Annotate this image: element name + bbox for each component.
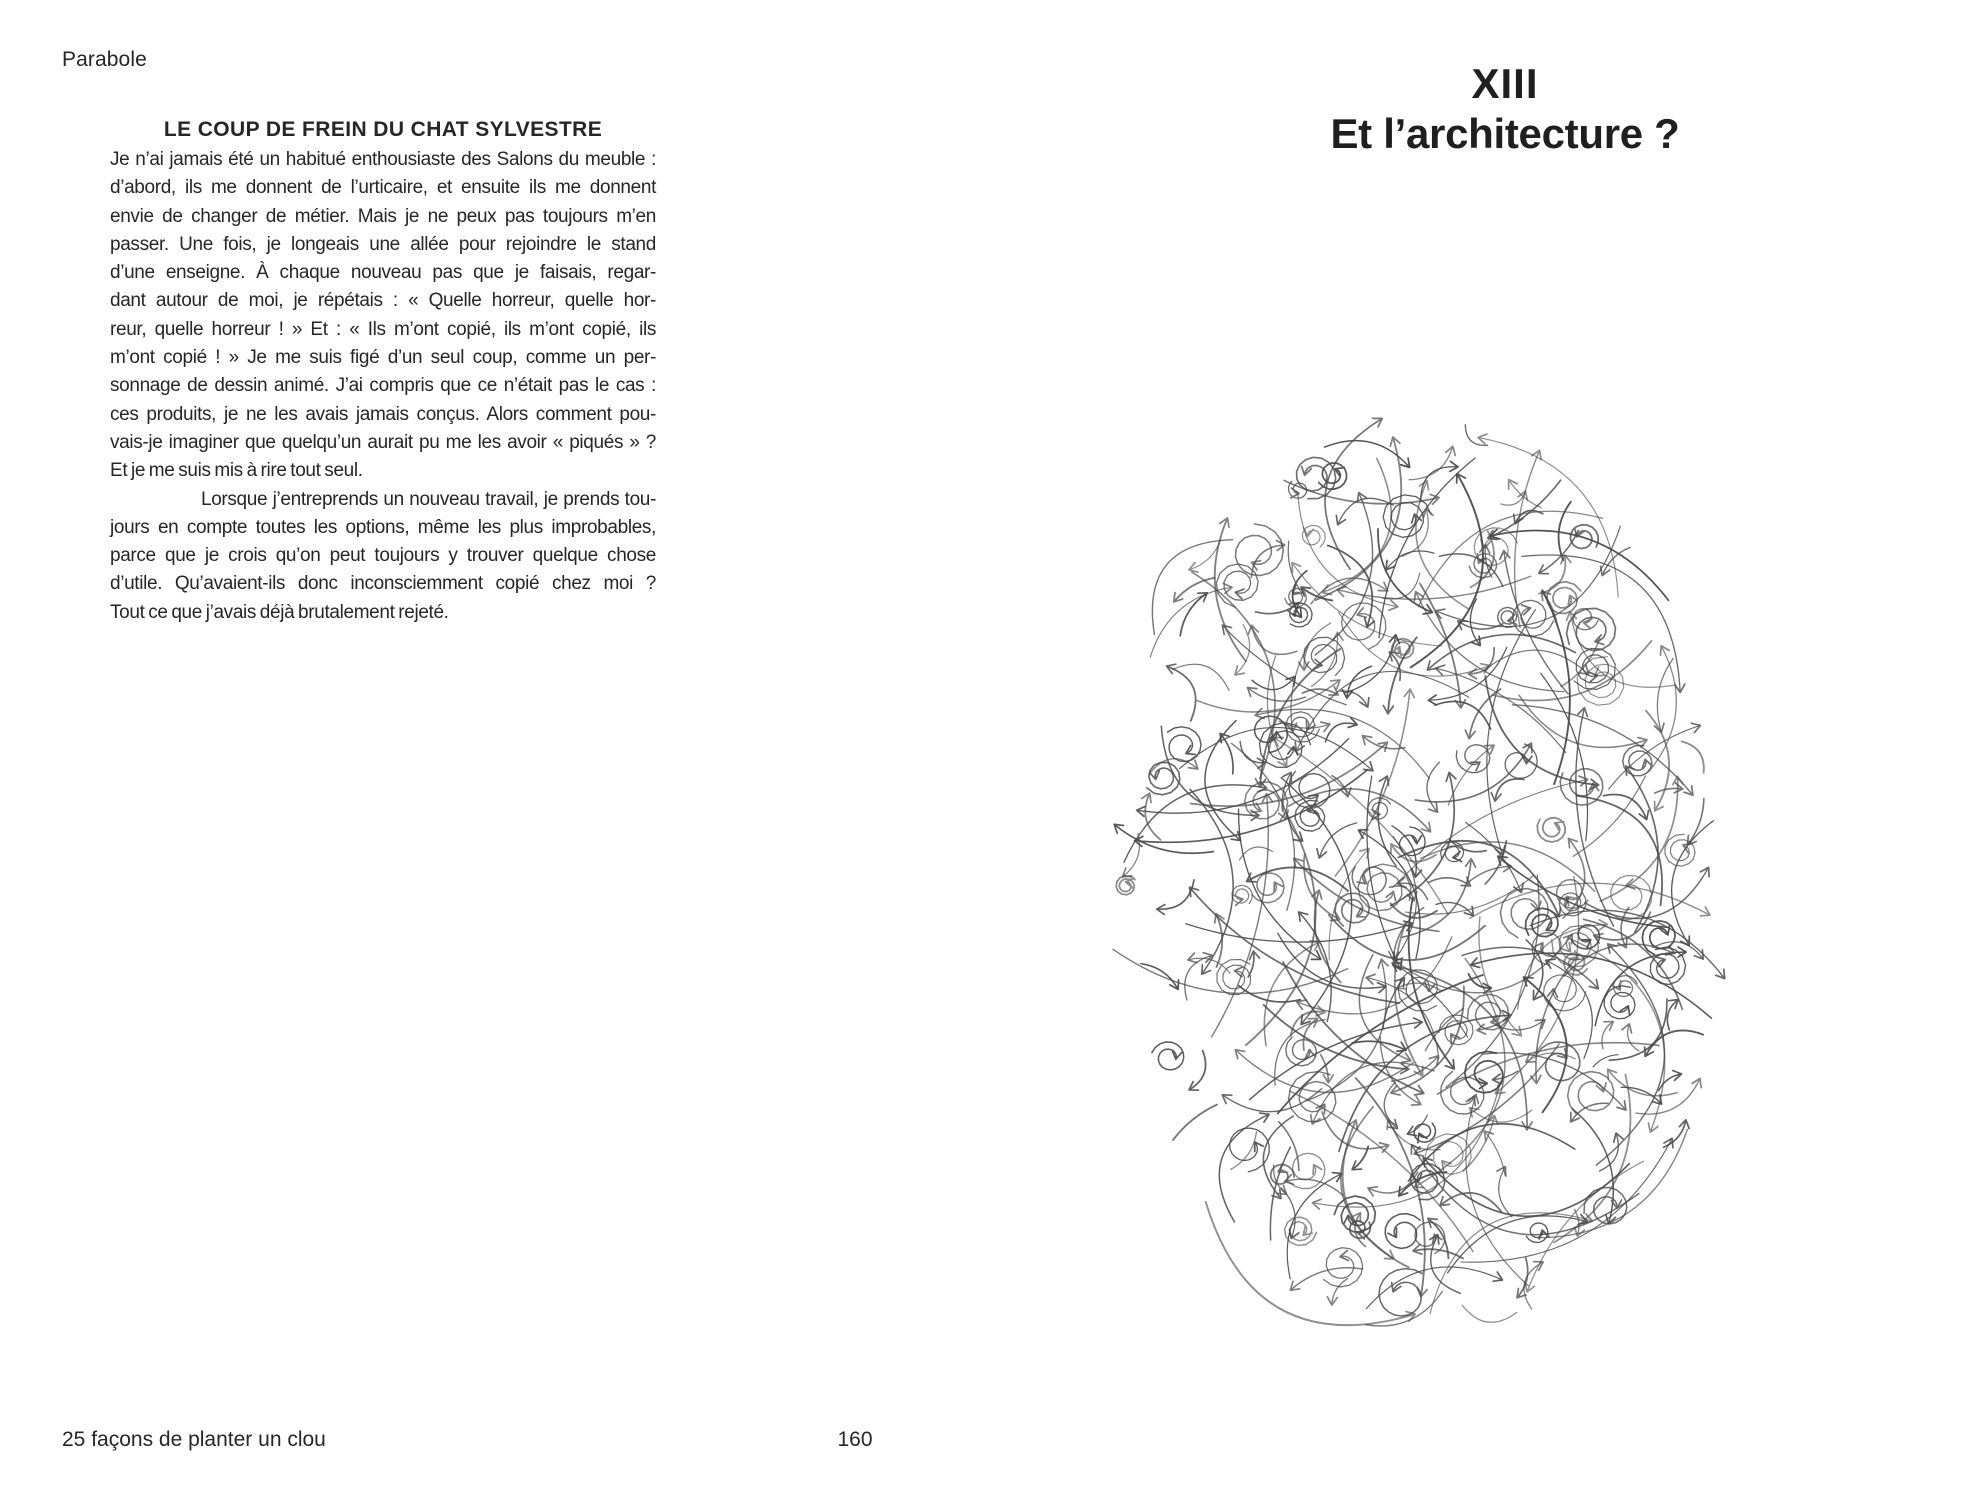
story-body <box>110 146 656 627</box>
body-line: m’ont copié ! » Je me suis figé d’un seul coup, comme un per- <box>110 347 656 369</box>
body-line: ces produits, je ne les avais jamais conçus. Alors comment pou- <box>110 403 656 425</box>
story-title: LE COUP DE FREIN DU CHAT SYLVESTRE <box>163 118 603 141</box>
body-line: sonnage de dessin animé. J’ai compris que ce n’était pas le cas : <box>110 375 656 397</box>
arrow-scribble-illustration <box>1080 390 1760 1390</box>
body-line: jours en compte toutes les options, même les plus improbables, <box>110 516 656 538</box>
body-line: envie de changer de métier. Mais je ne peux pas toujours m’en <box>110 205 656 227</box>
body-line: Tout ce que j’avais déjà brutalement rejeté. <box>110 601 449 623</box>
body-line: parce que je crois qu’on peut toujours y trouver quelque chose <box>110 545 656 567</box>
body-line: d’utile. Qu’avaient-ils donc inconsciemment copié chez moi ? <box>110 573 656 595</box>
body-line: Je n’ai jamais été un habitué enthousiaste des Salons du meuble : <box>110 149 656 170</box>
body-line: d’abord, ils me donnent de l’urticaire, et ensuite ils me donnent <box>110 177 656 199</box>
running-head: Parabole <box>62 48 147 71</box>
body-line: vais-je imaginer que quelqu’un aurait pu me les avoir « piqués » ? <box>110 431 656 453</box>
book-title-footer: 25 façons de planter un clou <box>62 1428 326 1451</box>
body-line: dant autour de moi, je répétais : « Quelle horreur, quelle hor- <box>110 290 656 312</box>
body-line: d’une enseigne. À chaque nouveau pas que je faisais, regar- <box>110 262 656 284</box>
body-line: Lorsque j’entreprends un nouveau travail, je prends tou- <box>201 488 656 510</box>
chapter-number: XIII <box>1471 60 1539 107</box>
body-line: passer. Une fois, je longeais une allée pour rejoindre le stand <box>110 233 656 255</box>
right-page <box>984 0 1968 1496</box>
body-line: Et je me suis mis à rire tout seul. <box>110 460 363 482</box>
body-line: reur, quelle horreur ! » Et : « Ils m’ont copié, ils m’ont copié, ils <box>110 318 656 340</box>
page-number: 160 <box>837 1428 873 1451</box>
chapter-title: Et l’architecture ? <box>1330 110 1680 157</box>
chapter-heading <box>1180 60 1830 160</box>
